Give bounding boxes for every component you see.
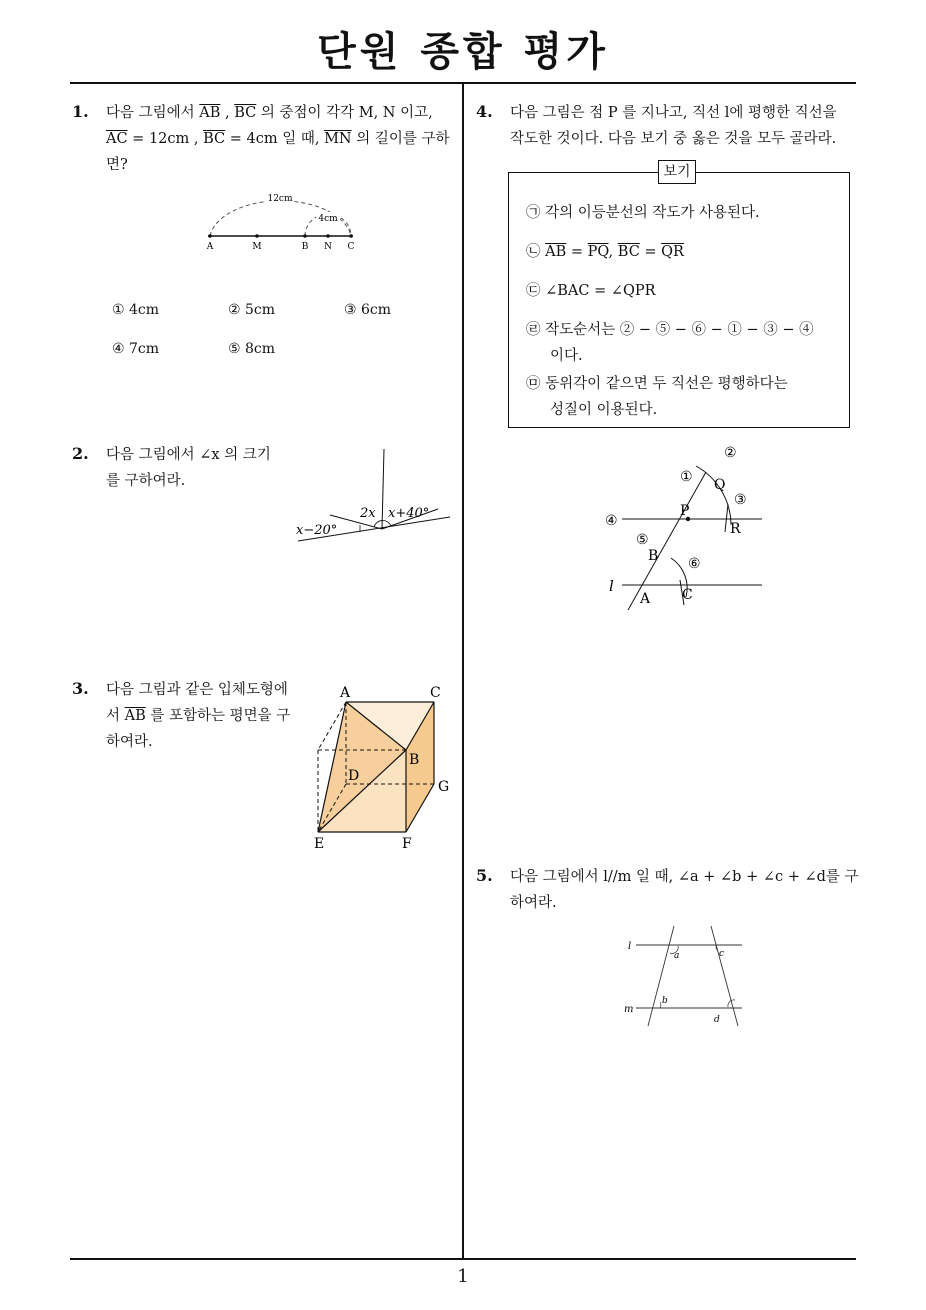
svg-text:P: P	[680, 503, 690, 519]
q4-figure	[600, 440, 780, 620]
q1-label-12cm: 12cm	[267, 194, 293, 204]
q2-angle-a: x−20°	[296, 523, 338, 538]
q4-item-4: ㉣ 작도순서는 ② − ⑤ − ⑥ − ① − ③ − ④ 이다.	[526, 322, 814, 364]
q2-text: 다음 그림에서 ∠x 의 크기 를 구하여라.	[106, 447, 271, 489]
page-title: 단원 종합 평가	[317, 29, 609, 75]
q5-number: 5.	[476, 866, 493, 885]
svg-text:A: A	[340, 685, 351, 701]
q3-figure	[300, 680, 460, 855]
svg-text:⑤: ⑤	[636, 532, 649, 548]
q5-text: 다음 그림에서 l//m 일 때, ∠a + ∠b + ∠c + ∠d를 구 하여라.	[510, 869, 859, 911]
svg-text:N: N	[324, 242, 332, 252]
q1-figure	[190, 186, 370, 256]
q1-number: 1.	[72, 102, 89, 121]
q1-text: 다음 그림에서 $\overline{AB}$ , $\overline{BC}$ 의 중점이 각각 M, N 이고, $\overline{AC} = 12cm$ , $\overline{BC} = 4cm$ 일 때, $\overline{MN}$ 의 길이를 구하 면?	[106, 105, 450, 173]
svg-text:m: m	[624, 1004, 634, 1015]
q1-option-3[interactable]: ③ 6cm	[344, 302, 392, 318]
svg-text:B: B	[409, 752, 420, 768]
svg-text:G: G	[438, 779, 450, 795]
svg-text:B: B	[301, 242, 309, 252]
svg-text:a: a	[674, 951, 680, 961]
q3-number: 3.	[72, 679, 89, 698]
svg-text:A: A	[640, 591, 651, 607]
q4-item-5: ㉤ 동위각이 같으면 두 직선은 평행하다는 성질이 이용된다.	[526, 376, 788, 418]
svg-text:C: C	[347, 242, 355, 252]
q1-option-5[interactable]: ⑤ 8cm	[228, 341, 276, 357]
q1-option-1[interactable]: ① 4cm	[112, 302, 160, 318]
q2-number: 2.	[72, 444, 89, 463]
q1-option-4[interactable]: ④ 7cm	[112, 341, 160, 357]
svg-text:⑥: ⑥	[688, 556, 701, 572]
svg-text:l: l	[628, 941, 632, 952]
svg-text:②: ②	[724, 445, 737, 461]
svg-text:A: A	[206, 242, 214, 252]
svg-text:④: ④	[605, 513, 618, 529]
q1-option-2[interactable]: ② 5cm	[228, 302, 276, 318]
q2-angle-2x: 2x	[360, 506, 376, 521]
q5-figure	[618, 922, 748, 1032]
q1-label-4cm: 4cm	[318, 214, 338, 224]
column-divider	[462, 84, 464, 1258]
q4-item-2: ㉡ $\overline{AB} = \overline{PQ}$, $\overline{BC} = \overline{QR}$	[526, 244, 684, 260]
bottom-rule	[70, 1258, 856, 1260]
svg-text:c: c	[719, 949, 725, 959]
svg-text:F: F	[402, 836, 412, 852]
q4-text: 다음 그림은 점 P 를 지나고, 직선 l에 평행한 직선을 작도한 것이다. 다음 보기 중 옳은 것을 모두 골라라.	[510, 105, 837, 147]
svg-text:①: ①	[680, 469, 693, 485]
svg-text:C: C	[682, 587, 693, 603]
q2-angle-c: x+40°	[388, 506, 430, 521]
svg-text:R: R	[730, 521, 741, 537]
page-number: 1	[457, 1266, 469, 1287]
svg-text:D: D	[348, 768, 360, 784]
q2-figure	[290, 445, 460, 545]
svg-text:d: d	[714, 1015, 720, 1025]
q4-item-3: ㉢ ∠BAC = ∠QPR	[526, 283, 656, 299]
svg-text:B: B	[648, 548, 659, 564]
svg-text:Q: Q	[714, 477, 726, 493]
svg-text:E: E	[314, 836, 325, 852]
q3-text: 다음 그림과 같은 입체도형에 서 $\overline{AB}$ 를 포함하는 평면을 구 하여라.	[106, 682, 291, 750]
q4-box-label: 보기	[658, 160, 696, 184]
svg-text:l: l	[609, 577, 614, 595]
svg-text:b: b	[662, 996, 668, 1006]
svg-text:③: ③	[734, 492, 747, 508]
q4-item-1: ㉠ 각의 이등분선의 작도가 사용된다.	[526, 205, 760, 221]
q4-number: 4.	[476, 102, 493, 121]
svg-text:C: C	[430, 685, 441, 701]
svg-text:M: M	[252, 242, 262, 252]
